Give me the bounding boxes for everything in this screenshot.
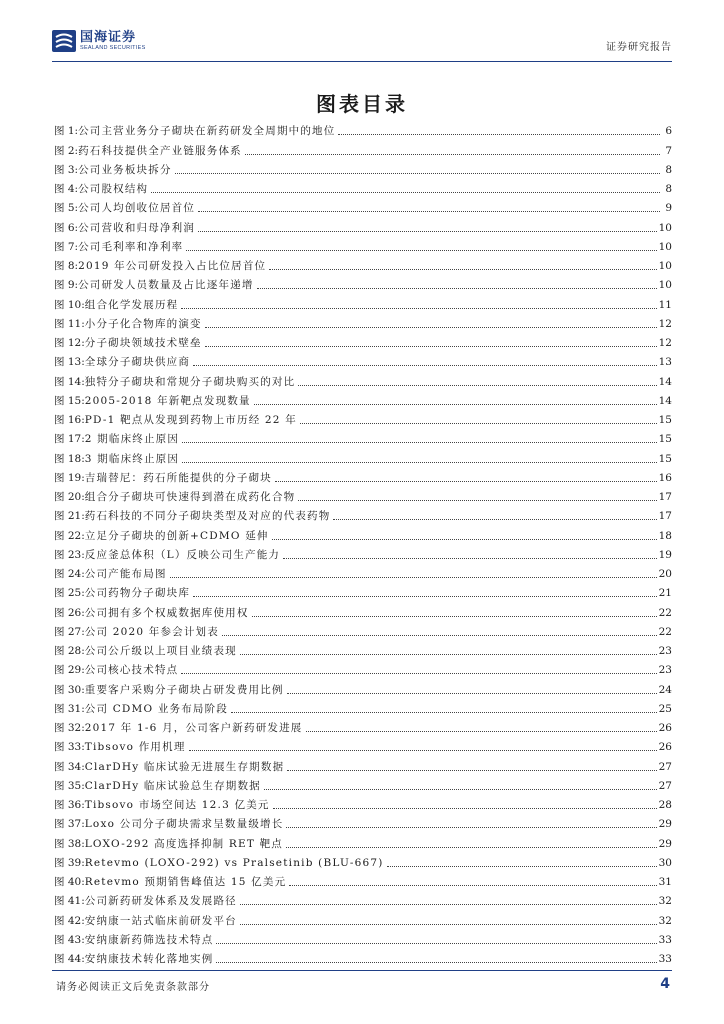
toc-entry[interactable]	[54, 543, 672, 562]
dot-leader	[170, 577, 657, 578]
page-reference: 6	[665, 125, 672, 138]
figure-label: 图 18:	[54, 452, 85, 465]
figure-caption: 公司毛利率和净利率	[78, 240, 184, 253]
figure-label: 图 28:	[54, 645, 85, 657]
page-reference: 10	[658, 260, 672, 272]
page-reference: 15	[658, 433, 672, 446]
figure-caption: 小分子化合物库的演变	[84, 317, 202, 330]
toc-entry[interactable]	[54, 735, 672, 754]
toc-entry[interactable]	[54, 889, 672, 908]
figure-label: 图 29:	[54, 664, 85, 677]
figure-label: 图 33:	[54, 741, 85, 754]
dot-leader	[205, 327, 657, 328]
figure-caption: LOXO-292 高度选择抑制 RET 靶点	[84, 837, 284, 850]
page-reference: 28	[658, 799, 672, 811]
figure-caption: 2019 年公司研发投入占比位居首位	[78, 260, 267, 272]
toc-entry[interactable]	[54, 119, 672, 138]
page-reference: 29	[658, 837, 672, 850]
figure-caption: 药石科技提供全产业链服务体系	[78, 144, 242, 157]
page-reference: 19	[658, 548, 672, 561]
figure-caption: ClarDHy 临床试验无进展生存期数据	[84, 760, 285, 773]
page-reference: 30	[658, 856, 672, 869]
toc-entry[interactable]	[54, 177, 672, 196]
toc-entry[interactable]	[54, 851, 672, 870]
figure-label: 图 9:	[54, 279, 79, 292]
page-reference: 33	[658, 933, 672, 946]
dot-leader	[298, 500, 656, 501]
page-reference: 27	[658, 760, 672, 773]
toc-entry[interactable]	[54, 562, 672, 581]
toc-entry[interactable]	[54, 427, 672, 446]
page-reference: 13	[658, 356, 672, 369]
dot-leader	[264, 789, 657, 790]
figure-caption: 公司药物分子砌块库	[84, 587, 191, 600]
figure-label: 图 19:	[54, 471, 85, 484]
dot-leader	[245, 154, 660, 155]
report-type-label: 证券研究报告	[606, 42, 672, 53]
dot-leader	[387, 866, 657, 867]
figure-caption: 2017 年 1-6 月，公司客户新药研发进展	[84, 722, 303, 734]
figure-label: 图 41:	[54, 895, 85, 908]
toc-entry[interactable]	[54, 235, 672, 254]
figure-label: 图 42:	[54, 914, 85, 927]
page-reference: 33	[658, 953, 672, 965]
figure-label: 图 31:	[54, 702, 85, 715]
toc-entry[interactable]	[54, 273, 672, 292]
page-reference: 8	[665, 183, 672, 195]
figure-caption: 3 期临床终止原因	[84, 452, 180, 465]
figure-label: 图 34:	[54, 760, 85, 773]
toc-entry[interactable]	[54, 831, 672, 850]
page-reference: 10	[658, 240, 672, 253]
dot-leader	[286, 847, 657, 848]
dot-leader	[338, 134, 660, 135]
page-number: 4	[660, 976, 670, 992]
figure-caption: 公司新药研发体系及发展路径	[84, 895, 237, 908]
dot-leader	[275, 481, 657, 482]
page-reference: 14	[658, 375, 672, 388]
toc-entry[interactable]	[54, 158, 672, 177]
figure-caption: 安纳康技术转化落地实例	[84, 953, 214, 965]
figure-caption: 分子砌块领域技术壁垒	[84, 337, 202, 349]
figure-caption: 公司拥有多个权威数据库使用权	[84, 606, 249, 619]
figure-caption: 安纳康一站式临床前研发平台	[84, 914, 237, 927]
figure-label: 图 26:	[54, 606, 85, 619]
toc-entry[interactable]	[54, 928, 672, 947]
dot-leader	[182, 442, 657, 443]
page-reference: 23	[658, 645, 672, 657]
dot-leader	[181, 673, 656, 674]
page-reference: 31	[658, 876, 672, 888]
figure-caption: Retevmo 预期销售峰值达 15 亿美元	[84, 876, 287, 888]
figure-caption: 组合化学发展历程	[84, 298, 179, 311]
figure-caption: 立足分子砌块的创新+CDMO 延伸	[84, 529, 269, 542]
figure-caption: Tibsovo 市场空间达 12.3 亿美元	[84, 799, 270, 811]
page-reference: 32	[658, 914, 672, 927]
figure-label: 图 10:	[54, 298, 85, 311]
page-reference: 27	[658, 779, 672, 792]
figure-label: 图 40:	[54, 876, 85, 888]
page-reference: 32	[658, 895, 672, 908]
dot-leader	[254, 404, 657, 405]
figure-label: 图 14:	[54, 375, 85, 388]
dot-leader	[193, 365, 657, 366]
page-reference: 20	[658, 568, 672, 580]
dot-leader	[182, 462, 657, 463]
dot-leader	[306, 731, 657, 732]
toc-entry[interactable]	[54, 292, 672, 311]
figure-label: 图 12:	[54, 337, 85, 349]
figure-label: 图 7:	[54, 240, 79, 253]
figure-caption: Loxo 公司分子砌块需求呈数量级增长	[84, 818, 284, 831]
toc-entry[interactable]	[54, 350, 672, 369]
figure-caption: 组合分子砌块可快速得到潜在成药化合物	[84, 491, 296, 503]
dot-leader	[151, 192, 660, 193]
figure-label: 图 23:	[54, 548, 85, 561]
page-reference: 15	[658, 414, 672, 426]
figure-label: 图 16:	[54, 414, 85, 426]
figure-caption: 公司公斤级以上项目业绩表现	[84, 645, 237, 657]
page-reference: 11	[658, 298, 672, 311]
toc-entry[interactable]	[54, 523, 672, 542]
page-reference: 25	[658, 702, 672, 715]
figure-label: 图 13:	[54, 356, 85, 369]
toc-entry[interactable]	[54, 581, 672, 600]
dot-leader	[300, 423, 657, 424]
page-reference: 22	[658, 606, 672, 619]
page-reference: 10	[658, 221, 672, 234]
figure-caption: 重要客户采购分子砌块占研发费用比例	[84, 683, 284, 696]
figure-caption: PD-1 靶点从发现到药物上市历经 22 年	[84, 414, 297, 426]
dot-leader	[287, 693, 657, 694]
figure-caption: 公司核心技术特点	[84, 664, 179, 677]
toc-entry[interactable]	[54, 947, 672, 966]
dot-leader	[269, 269, 656, 270]
figure-caption: 公司研发人员数量及占比逐年递增	[78, 279, 254, 292]
page-reference: 26	[658, 741, 672, 754]
dot-leader	[252, 616, 657, 617]
figure-label: 图 11:	[54, 317, 85, 330]
logo-english-text: SEALAND SECURITIES	[80, 45, 146, 51]
dot-leader	[198, 231, 657, 232]
page-reference: 7	[665, 144, 672, 157]
toc-entry[interactable]	[54, 485, 672, 504]
figure-caption: 全球分子砌块供应商	[84, 356, 191, 369]
toc-entry[interactable]	[54, 446, 672, 465]
toc-entry[interactable]	[54, 369, 672, 388]
figure-label: 图 8:	[54, 260, 79, 272]
dot-leader	[198, 211, 660, 212]
toc-entry[interactable]	[54, 658, 672, 677]
dot-leader	[186, 250, 656, 251]
page-reference: 8	[665, 163, 672, 176]
figure-caption: 公司人均创收位居首位	[78, 202, 196, 215]
figure-label: 图 21:	[54, 510, 85, 523]
page-reference: 17	[658, 510, 672, 523]
figure-label: 图 5:	[54, 202, 79, 215]
figure-caption: 2005-2018 年新靶点发现数量	[84, 394, 251, 407]
figure-label: 图 37:	[54, 818, 85, 831]
dot-leader	[240, 654, 657, 655]
figure-caption: Retevmo (LOXO-292) vs Pralsetinib (BLU-667)	[84, 856, 384, 869]
toc-entry[interactable]	[54, 254, 672, 273]
dot-leader	[205, 346, 657, 347]
figure-label: 图 24:	[54, 568, 85, 580]
toc-entry[interactable]	[54, 793, 672, 812]
figure-caption: Tibsovo 作用机理	[84, 741, 186, 754]
page-reference: 24	[658, 683, 672, 696]
header-divider	[52, 61, 672, 62]
toc-entry[interactable]	[54, 774, 672, 793]
figure-caption: 公司 CDMO 业务布局阶段	[84, 702, 229, 715]
figure-label: 图 39:	[54, 856, 85, 869]
figure-caption: 药石科技的不同分子砌块类型及对应的代表药物	[84, 510, 331, 523]
dot-leader	[283, 558, 657, 559]
page-reference: 17	[658, 491, 672, 503]
toc-entry[interactable]	[54, 408, 672, 427]
page-reference: 15	[658, 452, 672, 465]
page-reference: 22	[658, 625, 672, 638]
toc-entry[interactable]	[54, 908, 672, 927]
figure-caption: 公司营收和归母净利润	[78, 221, 196, 234]
toc-entry[interactable]	[54, 812, 672, 831]
figure-label: 图 25:	[54, 587, 85, 600]
figure-label: 图 32:	[54, 722, 85, 734]
dot-leader	[287, 770, 656, 771]
toc-entry[interactable]	[54, 716, 672, 735]
toc-entry[interactable]	[54, 312, 672, 331]
page-reference: 21	[658, 587, 672, 600]
dot-leader	[216, 962, 656, 963]
figure-label: 图 4:	[54, 183, 79, 195]
figure-label: 图 20:	[54, 491, 85, 503]
toc-entry[interactable]	[54, 331, 672, 350]
dot-leader	[175, 173, 660, 174]
figure-label: 图 36:	[54, 799, 85, 811]
figure-caption: 2 期临床终止原因	[84, 433, 180, 446]
figure-caption: 公司股权结构	[78, 183, 149, 195]
figure-label: 图 17:	[54, 433, 85, 446]
figure-label: 图 6:	[54, 221, 79, 234]
figure-label: 图 35:	[54, 779, 85, 792]
toc-entry[interactable]	[54, 389, 672, 408]
toc-entry[interactable]	[54, 138, 672, 157]
toc-entry[interactable]	[54, 677, 672, 696]
toc-entry[interactable]	[54, 196, 672, 215]
dot-leader	[222, 635, 657, 636]
page-header	[52, 28, 672, 62]
toc-entry[interactable]	[54, 504, 672, 523]
dot-leader	[240, 904, 657, 905]
toc-entry[interactable]	[54, 870, 672, 889]
logo-chinese-text: 国海证券	[80, 30, 137, 45]
page-reference: 10	[658, 279, 672, 292]
disclaimer-note: 请务必阅读正文后免责条款部分	[56, 982, 210, 993]
dot-leader	[273, 808, 657, 809]
figure-caption: 公司产能布局图	[84, 568, 167, 580]
dot-leader	[189, 750, 657, 751]
page-title: 图表目录	[316, 92, 408, 116]
dot-leader	[286, 827, 656, 828]
dot-leader	[193, 596, 657, 597]
toc-entry[interactable]	[54, 600, 672, 619]
footer-divider	[52, 970, 672, 971]
page-reference: 14	[658, 394, 672, 407]
figure-caption: 公司业务板块拆分	[78, 163, 172, 176]
dot-leader	[181, 308, 656, 309]
page-reference: 29	[658, 818, 672, 831]
page-reference: 26	[658, 722, 672, 734]
figure-caption: 公司 2020 年参会计划表	[84, 625, 219, 638]
toc-entry[interactable]	[54, 466, 672, 485]
toc-entry[interactable]	[54, 215, 672, 234]
page-reference: 18	[658, 529, 672, 542]
dot-leader	[333, 519, 656, 520]
figure-caption: 反应釜总体积（L）反映公司生产能力	[84, 548, 281, 561]
figure-label: 图 22:	[54, 529, 85, 542]
dot-leader	[289, 885, 656, 886]
page-reference: 12	[658, 337, 672, 349]
toc-entry[interactable]	[54, 620, 672, 639]
toc-entry[interactable]	[54, 639, 672, 658]
company-logo	[52, 30, 162, 58]
figure-label: 图 30:	[54, 683, 85, 696]
figure-caption: 独特分子砌块和常规分子砌块购买的对比	[84, 375, 296, 388]
figure-label: 图 2:	[54, 144, 79, 157]
page-reference: 9	[665, 202, 672, 215]
figure-label: 图 38:	[54, 837, 85, 850]
toc-entry[interactable]	[54, 697, 672, 716]
dot-leader	[257, 288, 657, 289]
figure-label: 图 27:	[54, 625, 85, 638]
sealand-logo-icon	[52, 30, 76, 52]
figure-caption: 安纳康新药筛选技术特点	[84, 933, 214, 946]
dot-leader	[216, 943, 656, 944]
figure-label: 图 1:	[54, 125, 79, 138]
dot-leader	[298, 385, 656, 386]
figure-caption: 吉瑞替尼：药石所能提供的分子砌块	[84, 471, 272, 484]
page-reference: 12	[658, 317, 672, 330]
dot-leader	[231, 712, 657, 713]
figure-index-list	[54, 119, 672, 966]
figure-label: 图 43:	[54, 933, 85, 946]
figure-label: 图 15:	[54, 394, 85, 407]
dot-leader	[272, 539, 657, 540]
toc-entry[interactable]	[54, 754, 672, 773]
page-reference: 23	[658, 664, 672, 677]
page-reference: 16	[658, 471, 672, 484]
dot-leader	[240, 924, 657, 925]
figure-label: 图 3:	[54, 163, 79, 176]
figure-caption: ClarDHy 临床试验总生存期数据	[84, 779, 261, 792]
figure-label: 图 44:	[54, 953, 85, 965]
figure-caption: 公司主营业务分子砌块在新药研发全周期中的地位	[78, 125, 336, 138]
